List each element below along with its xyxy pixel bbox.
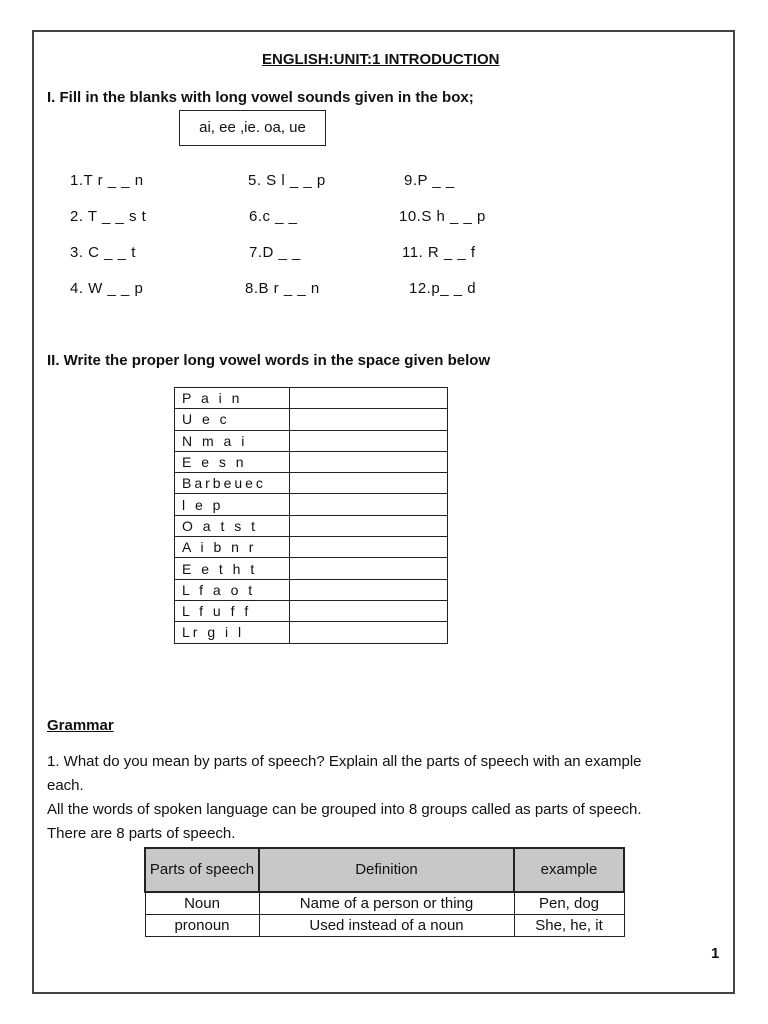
blank-item: 12.p_ _ d bbox=[409, 280, 477, 297]
answer-cell[interactable] bbox=[290, 451, 448, 472]
table-row bbox=[145, 892, 624, 915]
blank-item: 5. S l _ _ p bbox=[248, 172, 326, 189]
explanation-line: There are 8 parts of speech. bbox=[47, 825, 236, 842]
cell: Pen, dog bbox=[514, 892, 624, 915]
blank-item: 3. C _ _ t bbox=[70, 244, 136, 261]
blank-item: 4. W _ _ p bbox=[70, 280, 144, 297]
column-header: example bbox=[514, 848, 624, 892]
jumbled-word: L f u f f bbox=[175, 600, 290, 621]
blank-item: 2. T _ _ s t bbox=[70, 208, 147, 225]
jumbled-word: N m a i bbox=[175, 430, 290, 451]
answer-cell[interactable] bbox=[290, 494, 448, 515]
table-row bbox=[145, 915, 624, 937]
vowel-box: ai, ee ,ie. oa, ue bbox=[179, 110, 326, 146]
document-title: ENGLISH:UNIT:1 INTRODUCTION bbox=[262, 51, 500, 68]
jumbled-word: O a t s t bbox=[175, 515, 290, 536]
jumbled-word: U e c bbox=[175, 409, 290, 430]
section1-heading: I. Fill in the blanks with long vowel sounds given in the box; bbox=[47, 89, 474, 106]
jumbled-word: l e p bbox=[175, 494, 290, 515]
jumbled-word: L f a o t bbox=[175, 579, 290, 600]
jumbled-word: A i b n r bbox=[175, 537, 290, 558]
blank-item: 11. R _ _ f bbox=[402, 244, 476, 261]
page-number: 1 bbox=[711, 945, 720, 962]
parts-of-speech-table bbox=[144, 847, 625, 937]
blank-item: 9.P _ _ bbox=[404, 172, 455, 189]
column-header: Parts of speech bbox=[145, 848, 259, 892]
question-text-cont: each. bbox=[47, 777, 84, 794]
cell: pronoun bbox=[145, 915, 259, 937]
jumbled-word: E e t h t bbox=[175, 558, 290, 579]
answer-cell[interactable] bbox=[290, 430, 448, 451]
cell: Used instead of a noun bbox=[259, 915, 514, 937]
jumbled-word: E e s n bbox=[175, 451, 290, 472]
explanation-line: All the words of spoken language can be grouped into 8 groups called as parts of speech. bbox=[47, 801, 642, 818]
blank-item: 6.c _ _ bbox=[249, 208, 298, 225]
cell: Name of a person or thing bbox=[259, 892, 514, 915]
question-text: 1. What do you mean by parts of speech? Explain all the parts of speech with an example bbox=[47, 753, 642, 770]
answer-cell[interactable] bbox=[290, 558, 448, 579]
blank-item: 10.S h _ _ p bbox=[399, 208, 486, 225]
answer-cell[interactable] bbox=[290, 579, 448, 600]
jumbled-word: Lr g i l bbox=[175, 622, 290, 643]
blank-item: 8.B r _ _ n bbox=[245, 280, 320, 297]
jumbled-word: Barbeuec bbox=[175, 473, 290, 494]
blank-item: 1.T r _ _ n bbox=[70, 172, 144, 189]
column-header: Definition bbox=[259, 848, 514, 892]
jumbled-word: P a i n bbox=[175, 388, 290, 409]
answer-cell[interactable] bbox=[290, 600, 448, 621]
section2-heading: II. Write the proper long vowel words in the space given below bbox=[47, 352, 491, 369]
cell: Noun bbox=[145, 892, 259, 915]
blank-item: 7.D _ _ bbox=[249, 244, 301, 261]
cell: She, he, it bbox=[514, 915, 624, 937]
answer-cell[interactable] bbox=[290, 537, 448, 558]
answer-cell[interactable] bbox=[290, 409, 448, 430]
answer-cell[interactable] bbox=[290, 473, 448, 494]
answer-cell[interactable] bbox=[290, 388, 448, 409]
jumbled-words-table bbox=[174, 387, 448, 644]
grammar-heading: Grammar bbox=[47, 717, 114, 734]
answer-cell[interactable] bbox=[290, 622, 448, 643]
answer-cell[interactable] bbox=[290, 515, 448, 536]
